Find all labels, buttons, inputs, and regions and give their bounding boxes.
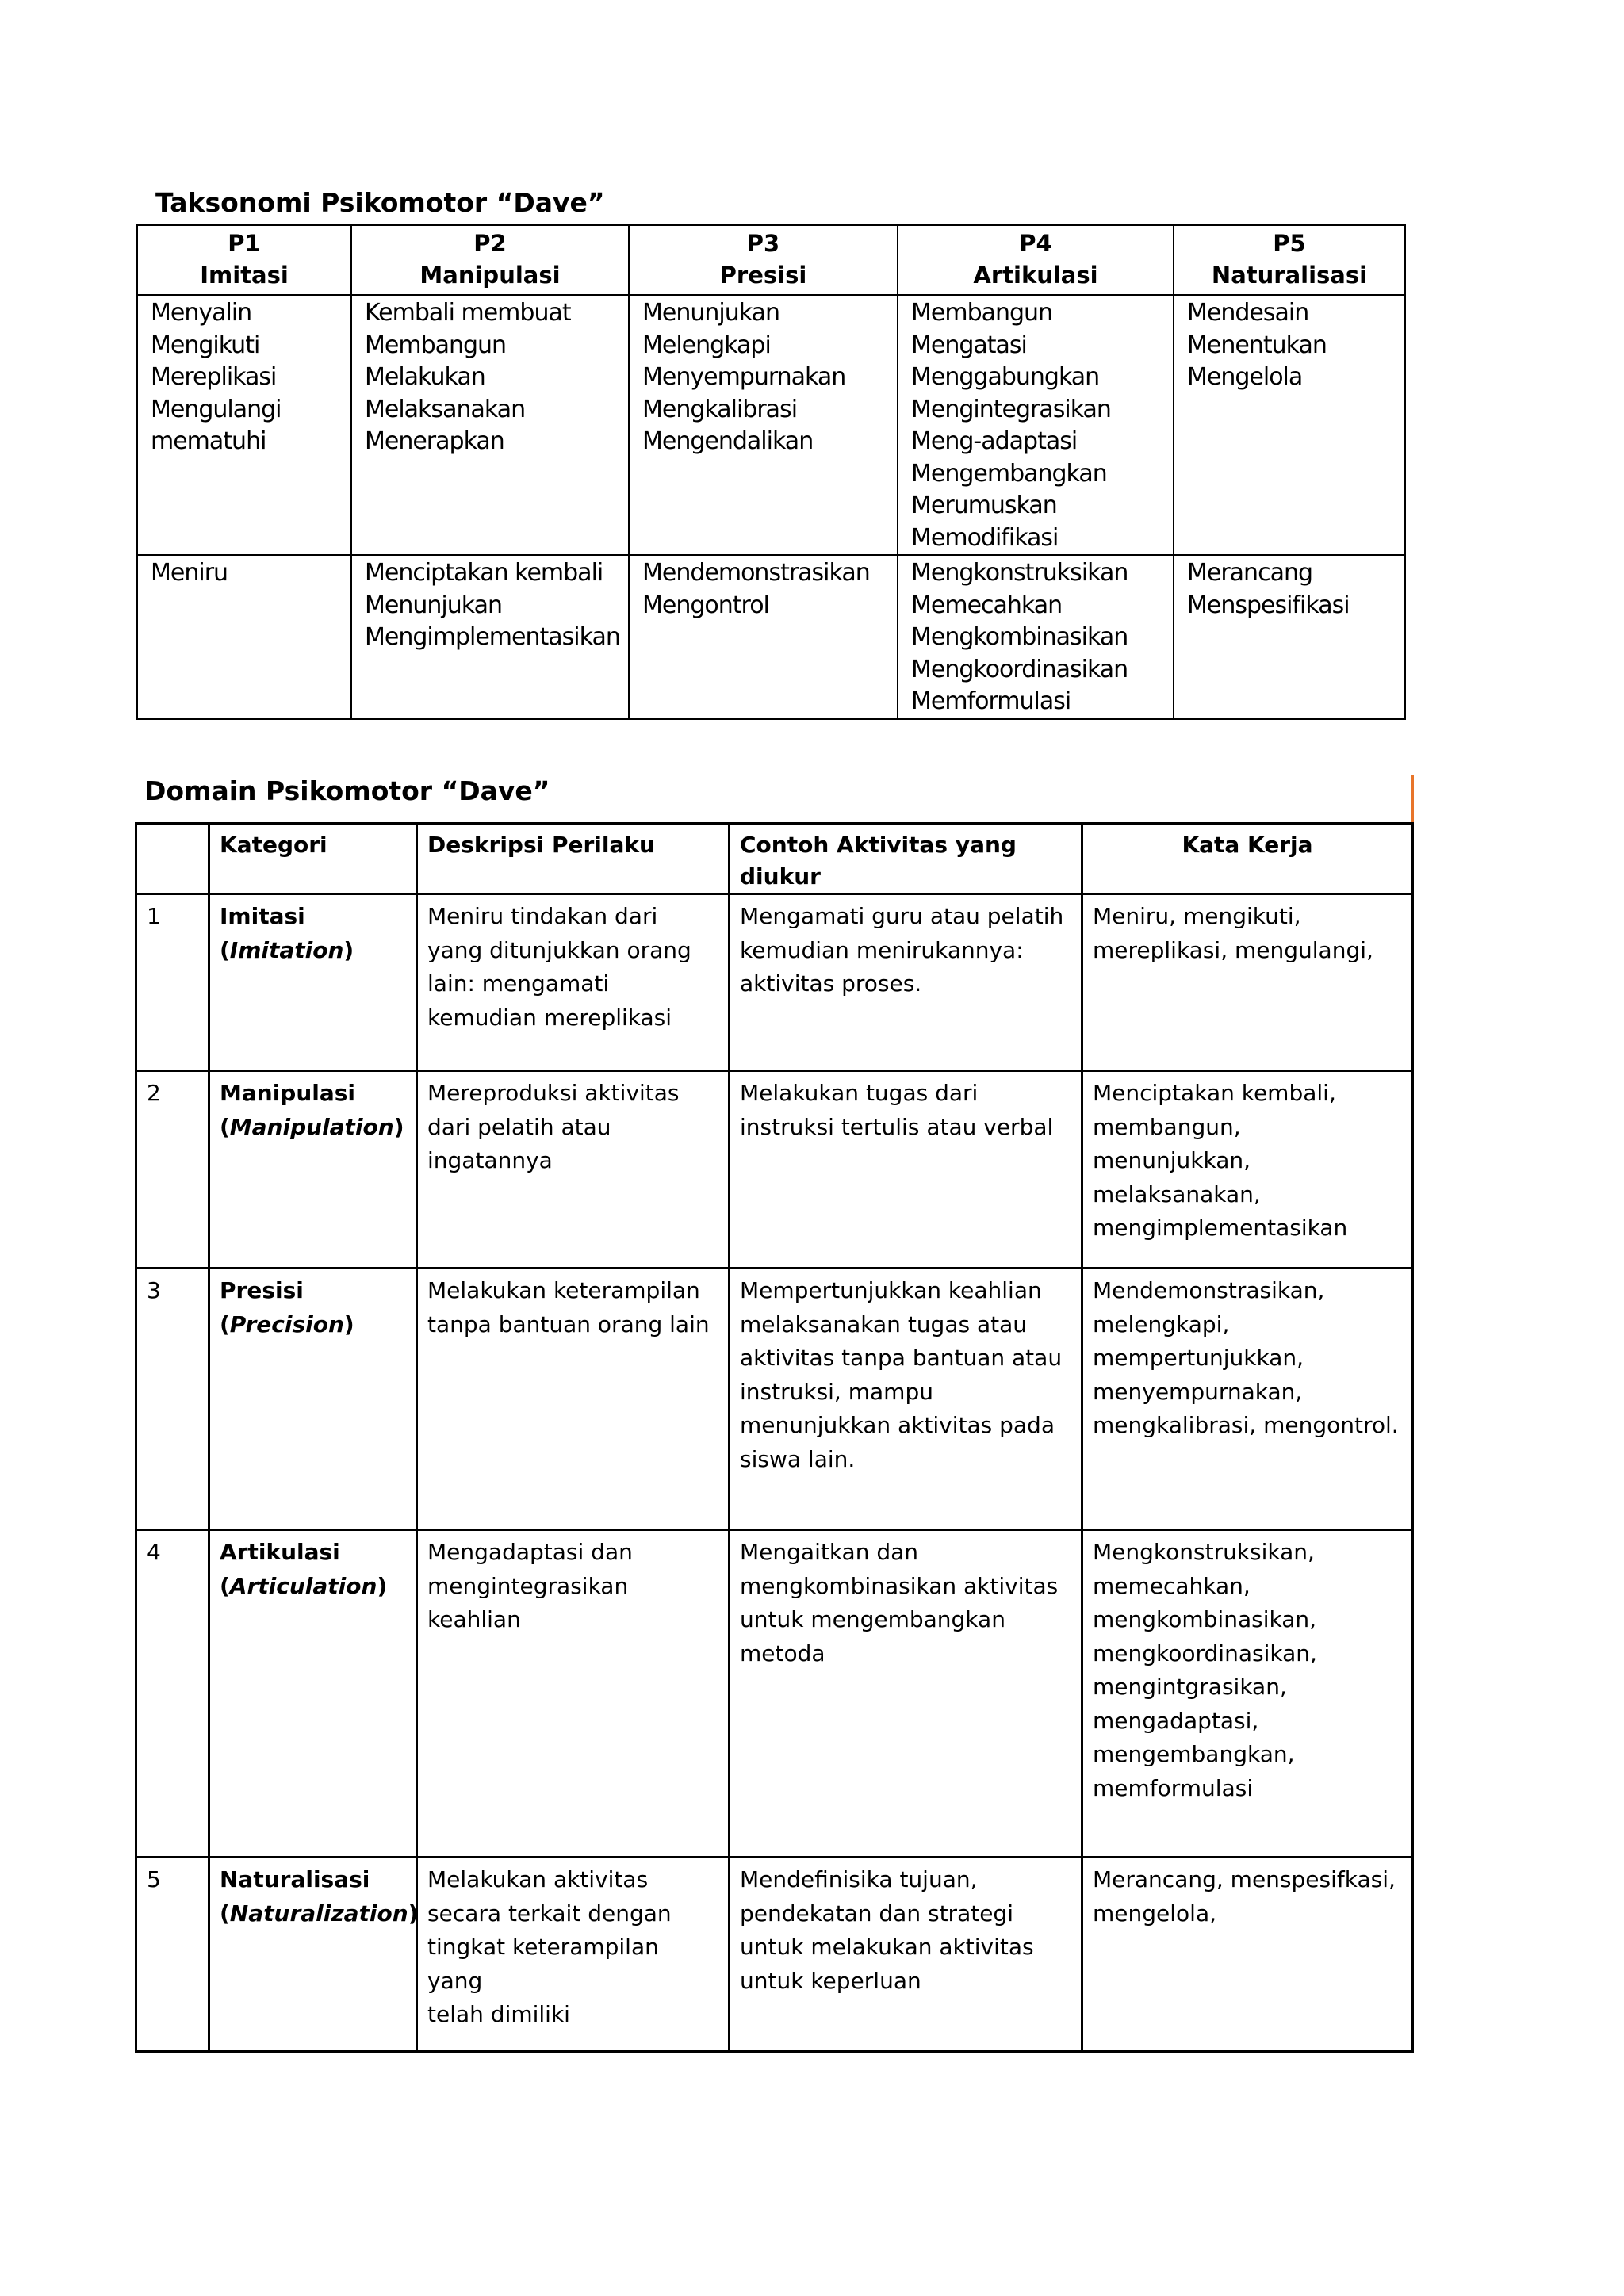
text-line: menunjukkan aktivitas pada xyxy=(740,1412,1055,1438)
kategori-english-name: Naturalization xyxy=(229,1900,408,1927)
table2-header-num xyxy=(136,824,209,894)
table1-cell xyxy=(898,295,1174,555)
verb-line: Mengelola xyxy=(1187,363,1303,391)
contoh-cell xyxy=(730,1858,1082,2052)
kata-kerja-cell xyxy=(1082,1071,1413,1269)
verb-line: Memecahkan xyxy=(911,591,1063,619)
text-line: melaksanakan tugas atau xyxy=(740,1311,1028,1337)
deskripsi-cell xyxy=(417,894,730,1071)
verb-line: Menunjukan xyxy=(365,591,502,619)
text-line: kemudian mereplikasi xyxy=(427,1004,672,1031)
table1-header-p2: P2 Manipulasi xyxy=(351,225,629,295)
verb-line: Mengatasi xyxy=(911,331,1027,359)
table2-header-contoh: Contoh Aktivitas yang diukur xyxy=(730,824,1082,894)
table2-row xyxy=(136,1071,1413,1269)
kata-kerja-cell xyxy=(1082,894,1413,1071)
table2-row xyxy=(136,1269,1413,1530)
verb-line: Menerapkan xyxy=(365,427,504,455)
contoh-cell xyxy=(730,1071,1082,1269)
text-line: dari pelatih atau xyxy=(427,1113,611,1140)
text-line: mengadaptasi, xyxy=(1093,1707,1259,1734)
table2-row xyxy=(136,1858,1413,2052)
text-line: Melakukan aktivitas xyxy=(427,1866,649,1892)
row-number: 3 xyxy=(136,1269,209,1530)
text-line: secara terkait dengan xyxy=(427,1900,672,1927)
kategori-cell xyxy=(209,894,417,1071)
kata-kerja-cell xyxy=(1082,1530,1413,1858)
verb-line: Menyalin xyxy=(151,299,252,327)
contoh-cell xyxy=(730,1269,1082,1530)
verb-line: Mengontrol xyxy=(642,591,769,619)
verb-line: Merancang xyxy=(1187,559,1313,587)
kategori-english-name: Articulation xyxy=(229,1572,377,1599)
verb-line: Mendesain xyxy=(1187,299,1309,327)
table2-header-kata-kerja: Kata Kerja xyxy=(1082,824,1413,894)
deskripsi-cell xyxy=(417,1530,730,1858)
text-line: mengintegrasikan xyxy=(427,1572,629,1599)
text-line: kemudian menirukannya: xyxy=(740,936,1024,963)
verb-line: Meng-adaptasi xyxy=(911,427,1078,455)
verb-line: Menentukan xyxy=(1187,331,1327,359)
verb-line: Merumuskan xyxy=(911,492,1057,519)
verb-line: Melengkapi xyxy=(642,331,771,359)
table1-cell xyxy=(1174,555,1405,719)
verb-line: Menunjukan xyxy=(642,299,779,327)
text-line: telah dimiliki xyxy=(427,2001,570,2027)
text-line: Merancang, menspesifkasi, xyxy=(1093,1866,1396,1892)
kategori-cell xyxy=(209,1269,417,1530)
text-line: melengkapi, xyxy=(1093,1311,1230,1337)
text-line: untuk mengembangkan xyxy=(740,1606,1005,1632)
kategori-name: Presisi xyxy=(220,1277,304,1303)
table1-row xyxy=(137,555,1405,719)
kategori-name: Artikulasi xyxy=(220,1539,340,1565)
table1-row xyxy=(137,295,1405,555)
text-line: instruksi, mampu xyxy=(740,1378,933,1405)
verb-line: Menyempurnakan xyxy=(642,363,846,391)
row-number: 1 xyxy=(136,894,209,1071)
text-line: melaksanakan, xyxy=(1093,1181,1261,1207)
text-line: mengkoordinasikan, xyxy=(1093,1640,1317,1667)
table1-header-p3: P3 Presisi xyxy=(629,225,898,295)
text-line: keahlian xyxy=(427,1606,521,1632)
verb-line: Mengkonstruksikan xyxy=(911,559,1128,587)
row-number: 4 xyxy=(136,1530,209,1858)
table1-cell xyxy=(137,295,351,555)
text-line: mengelola, xyxy=(1093,1900,1216,1927)
text-line: yang ditunjukkan orang xyxy=(427,936,691,963)
text-line: instruksi tertulis atau verbal xyxy=(740,1113,1054,1140)
row-number: 5 xyxy=(136,1858,209,2052)
verb-line: Membangun xyxy=(911,299,1053,327)
text-line: mengintgrasikan, xyxy=(1093,1674,1287,1700)
contoh-cell xyxy=(730,1530,1082,1858)
text-line: mempertunjukkan, xyxy=(1093,1345,1304,1371)
verb-line: Kembali membuat xyxy=(365,299,571,327)
domain-table xyxy=(135,822,1414,2053)
verb-line: Mengimplementasikan xyxy=(365,623,620,651)
verb-line: Mengintegrasikan xyxy=(911,395,1111,423)
text-line: mengembangkan, xyxy=(1093,1741,1295,1767)
verb-line: Meniru xyxy=(151,559,228,587)
table1-cell xyxy=(629,295,898,555)
table1-cell xyxy=(137,555,351,719)
contoh-cell xyxy=(730,894,1082,1071)
text-line: Melakukan tugas dari xyxy=(740,1080,979,1106)
text-line: Mengamati guru atau pelatih xyxy=(740,903,1064,929)
kategori-english: (Manipulation) xyxy=(220,1113,404,1140)
table1-header-p4: P4 Artikulasi xyxy=(898,225,1174,295)
table2-title: Domain Psikomotor “Dave” xyxy=(144,775,550,806)
text-line: Mereproduksi aktivitas xyxy=(427,1080,680,1106)
kategori-cell xyxy=(209,1071,417,1269)
text-line: Meniru, mengikuti, xyxy=(1093,903,1301,929)
kategori-english-name: Manipulation xyxy=(229,1113,394,1140)
kategori-name: Naturalisasi xyxy=(220,1866,370,1892)
text-line: Mengaitkan dan xyxy=(740,1539,919,1565)
kategori-english: (Imitation) xyxy=(220,936,354,963)
table1-cell xyxy=(898,555,1174,719)
text-line: mereplikasi, mengulangi, xyxy=(1093,936,1373,963)
verb-line: Membangun xyxy=(365,331,507,359)
kata-kerja-cell xyxy=(1082,1269,1413,1530)
verb-line: Mendemonstrasikan xyxy=(642,559,870,587)
taksonomi-table xyxy=(136,224,1406,720)
verb-line: Mengembangkan xyxy=(911,459,1107,488)
table2-row xyxy=(136,1530,1413,1858)
kata-kerja-cell xyxy=(1082,1858,1413,2052)
deskripsi-cell xyxy=(417,1071,730,1269)
text-line: mengimplementasikan xyxy=(1093,1215,1348,1241)
text-line: Menciptakan kembali, xyxy=(1093,1080,1336,1106)
kategori-cell xyxy=(209,1530,417,1858)
text-line: menyempurnakan, xyxy=(1093,1378,1303,1405)
text-line: memformulasi xyxy=(1093,1774,1254,1801)
text-line: pendekatan dan strategi xyxy=(740,1900,1013,1927)
table1-header-p1: P1 Imitasi xyxy=(137,225,351,295)
text-line: Mengadaptasi dan xyxy=(427,1539,633,1565)
text-line: metoda xyxy=(740,1640,825,1667)
text-line: mengkalibrasi, mengontrol. xyxy=(1093,1412,1399,1438)
verb-line: Memodifikasi xyxy=(911,523,1059,552)
table1-header-p5: P5 Naturalisasi xyxy=(1174,225,1405,295)
kategori-english-name: Imitation xyxy=(229,936,344,963)
text-line: mengkombinasikan aktivitas xyxy=(740,1572,1059,1599)
text-line: mengkombinasikan, xyxy=(1093,1606,1316,1632)
verb-line: Menciptakan kembali xyxy=(365,559,603,587)
kategori-english: (Naturalization) xyxy=(220,1900,419,1927)
text-line: ingatannya xyxy=(427,1147,553,1173)
text-line: memecahkan, xyxy=(1093,1572,1251,1599)
text-line: Mendemonstrasikan, xyxy=(1093,1277,1325,1303)
kategori-cell xyxy=(209,1858,417,2052)
table1-cell xyxy=(351,555,629,719)
text-line: siswa lain. xyxy=(740,1445,856,1472)
verb-line: Melaksanakan xyxy=(365,395,526,423)
row-number: 2 xyxy=(136,1071,209,1269)
verb-line: Mengulangi xyxy=(151,395,282,423)
text-line: Melakukan keterampilan xyxy=(427,1277,700,1303)
text-line: lain: mengamati xyxy=(427,970,610,997)
text-line: aktivitas tanpa bantuan atau xyxy=(740,1345,1063,1371)
table2-header-kategori: Kategori xyxy=(209,824,417,894)
verb-line: Mengendalikan xyxy=(642,427,814,455)
text-line: Meniru tindakan dari xyxy=(427,903,658,929)
deskripsi-cell xyxy=(417,1269,730,1530)
table1-cell xyxy=(629,555,898,719)
text-line: Mendefinisika tujuan, xyxy=(740,1866,978,1892)
table2-row xyxy=(136,894,1413,1071)
deskripsi-cell xyxy=(417,1858,730,2052)
text-line: menunjukkan, xyxy=(1093,1147,1251,1173)
text-line: Mempertunjukkan keahlian xyxy=(740,1277,1042,1303)
text-line: tanpa bantuan orang lain xyxy=(427,1311,710,1337)
text-line: Mengkonstruksikan, xyxy=(1093,1539,1315,1565)
text-line: aktivitas proses. xyxy=(740,970,922,997)
text-line: tingkat keterampilan yang xyxy=(427,1934,659,1994)
text-line: membangun, xyxy=(1093,1113,1241,1140)
kategori-name: Manipulasi xyxy=(220,1080,356,1106)
verb-line: Mengkombinasikan xyxy=(911,623,1128,651)
verb-line: Mengikuti xyxy=(151,331,260,359)
table1-cell xyxy=(351,295,629,555)
text-line: untuk keperluan xyxy=(740,1967,921,1994)
table1-title: Taksonomi Psikomotor “Dave” xyxy=(155,187,605,218)
text-line: untuk melakukan aktivitas xyxy=(740,1934,1034,1960)
table1-cell xyxy=(1174,295,1405,555)
kategori-english: (Precision) xyxy=(220,1311,354,1337)
verb-line: mematuhi xyxy=(151,427,266,455)
verb-line: Mereplikasi xyxy=(151,363,277,391)
kategori-english-name: Precision xyxy=(229,1311,344,1337)
table2-header-deskripsi: Deskripsi Perilaku xyxy=(417,824,730,894)
verb-line: Menspesifikasi xyxy=(1187,591,1350,619)
verb-line: Mengkoordinasikan xyxy=(911,655,1128,683)
verb-line: Mengkalibrasi xyxy=(642,395,798,423)
verb-line: Memformulasi xyxy=(911,687,1071,715)
verb-line: Menggabungkan xyxy=(911,363,1100,391)
verb-line: Melakukan xyxy=(365,363,485,391)
kategori-english: (Articulation) xyxy=(220,1572,388,1599)
kategori-name: Imitasi xyxy=(220,903,305,929)
